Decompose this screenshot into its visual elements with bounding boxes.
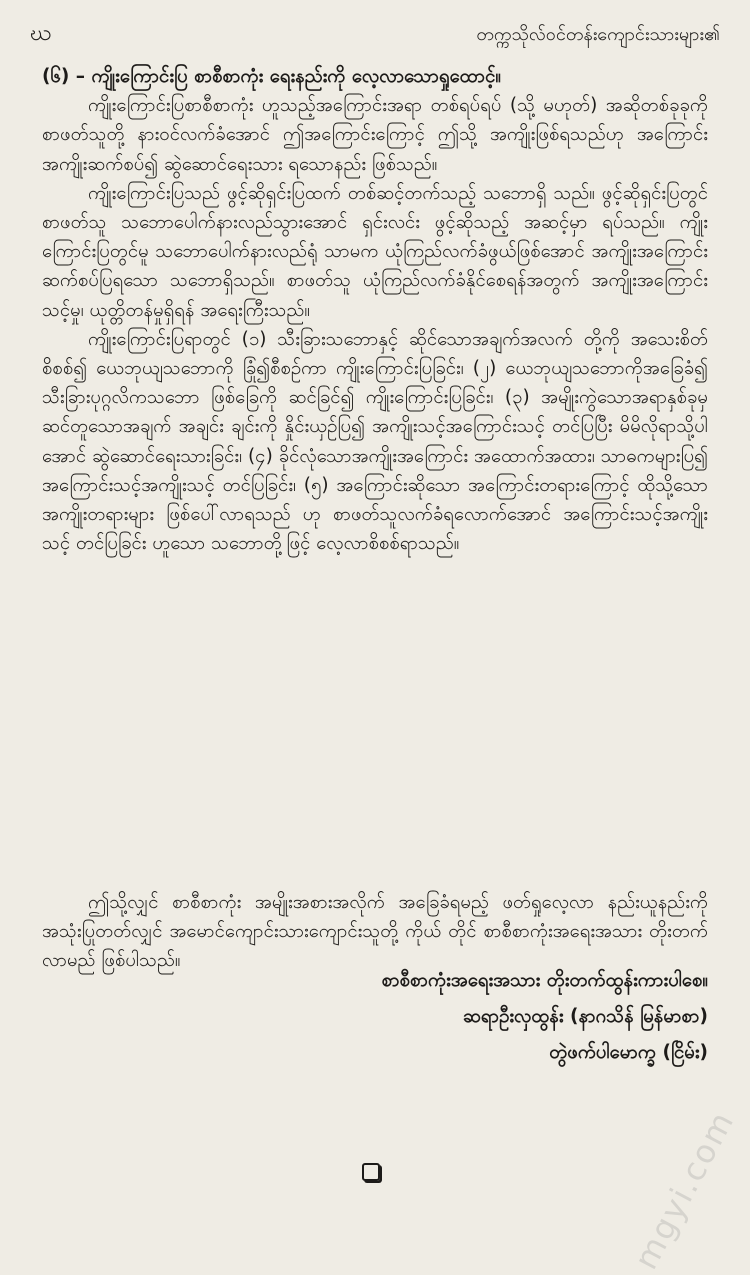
section-heading-line bbox=[42, 62, 708, 91]
end-of-section-mark bbox=[362, 1163, 380, 1181]
paragraph-1: ကျိုးကြောင်းပြစာစီစာကုံး ဟူသည့်အကြောင်းအရာ တစ်ရပ်ရပ် (သို့ မဟုတ်) အဆိုတစ်ခုခုကို စာဖတ်သူတို့ နားဝင်လက်ခံအောင် ဤအကြောင်းကြောင့် ဤသို့ အကျိုးဖြစ်ရသည်ဟု အကြောင်းအကျိုးဆက်စပ်၍ ဆွဲဆောင်ရေးသား ရသောနည်း ဖြစ်သည်။ bbox=[42, 95, 708, 175]
running-title: တက္ကသိုလ်ဝင်တန်းကျောင်းသားများ၏ bbox=[476, 24, 720, 45]
author-credits bbox=[382, 963, 708, 1071]
author-title: တွဲဖက်ပါမောက္ခ (ငြိမ်း) bbox=[549, 1042, 708, 1063]
watermark: mgyi.com bbox=[626, 1104, 742, 1275]
author-name: ဆရာဦးလှထွန်း (နာဂသိန် မြန်မာစာ) bbox=[462, 1006, 708, 1027]
page-header bbox=[30, 18, 720, 52]
paragraph-2: ကျိုးကြောင်းပြသည် ဖွင့်ဆိုရှင်းပြထက် တစ်ဆင့်တက်သည့် သဘောရှိ သည်။ ဖွင့်ဆိုရှင်းပြတွင် စာဖတ်သူ သဘောပေါက်နားလည်သွားအောင် ရှင်းလင်း ဖွင့်ဆိုသည့် အဆင့်မှာ ရပ်သည်။ ကျိုးကြောင်းပြတွင်မူ သဘောပေါက်နားလည်ရုံ သာမက ယုံကြည်လက်ခံဖွယ်ဖြစ်အောင် အကျိုးအကြောင်း ဆက်စပ်ပြရသော သဘောရှိသည်။ စာဖတ်သူ ယုံကြည်လက်ခံနိုင်စေရန်အတွက် အကျိုးအကြောင်း သင့်မှု၊ ယုတ္တိတန်မှုရှိရန် အရေးကြီးသည်။ bbox=[42, 182, 708, 321]
section-body bbox=[42, 62, 708, 558]
closing-paragraph: ဤသို့လျှင် စာစီစာကုံး အမျိုးအစားအလိုက် အခြေခံရမည့် ဖတ်ရှုလေ့လာ နည်းယူနည်းကို အသုံးပြုတတ်လျှင် အမောင်ကျောင်းသားကျောင်းသူတို့ ကိုယ် တိုင် စာစီစာကုံးအရေးအသား တိုးတက်လာမည် ဖြစ်ပါသည်။ bbox=[42, 892, 708, 972]
paragraph-3: ကျိုးကြောင်းပြရာတွင် (၁) သီးခြားသဘောနှင့် ဆိုင်သောအချက်အလက် တို့ကို အသေးစိတ်စိစစ်၍ ယေဘုယျသဘောကို ခြုံ၍စီစဉ်ကာ ကျိုးကြောင်းပြခြင်း၊ (၂) ယေဘုယျသဘောကိုအခြေခံ၍ သီးခြားပုဂ္ဂလိကသဘော ဖြစ်ခြေကို ဆင်ခြင်၍ ကျိုးကြောင်းပြခြင်း၊ (၃) အမျိုးကွဲသောအရာနှစ်ခုမှ ဆင်တူသောအချက် အချင်း ချင်းကို နှိုင်းယှဉ်ပြ၍ အကျိုးသင့်အကြောင်းသင့် တင်ပြပြီး မိမိလိုရာသို့ပါအောင် ဆွဲဆောင်ရေးသားခြင်း၊ (၄) ခိုင်လုံသောအကျိုးအကြောင်း အထောက်အထား၊ သာဓကများပြ၍ အကြောင်းသင့်အကျိုးသင့် တင်ပြခြင်း၊ (၅) အကြောင်းဆိုသော အကြောင်းတရားကြောင့် ထိုသို့သောအကျိုးတရားများ ဖြစ်ပေါ်လာရသည် ဟု စာဖတ်သူလက်ခံရလောက်အောင် အကြောင်းသင့်အကျိုးသင့် တင်ပြခြင်း ဟူသော သဘောတို့ဖြင့် လေ့လာစိစစ်ရာသည်။ bbox=[42, 328, 708, 555]
blessing-line: စာစီစာကုံးအရေးအသား တိုးတက်ထွန်းကားပါစေ။ bbox=[381, 970, 708, 991]
section-heading: (၆) – ကျိုးကြောင်းပြ စာစီစာကုံး ရေးနည်းကို လေ့လာသောရှုထောင့်။ bbox=[42, 66, 502, 87]
page-number: ဃ bbox=[30, 21, 52, 46]
